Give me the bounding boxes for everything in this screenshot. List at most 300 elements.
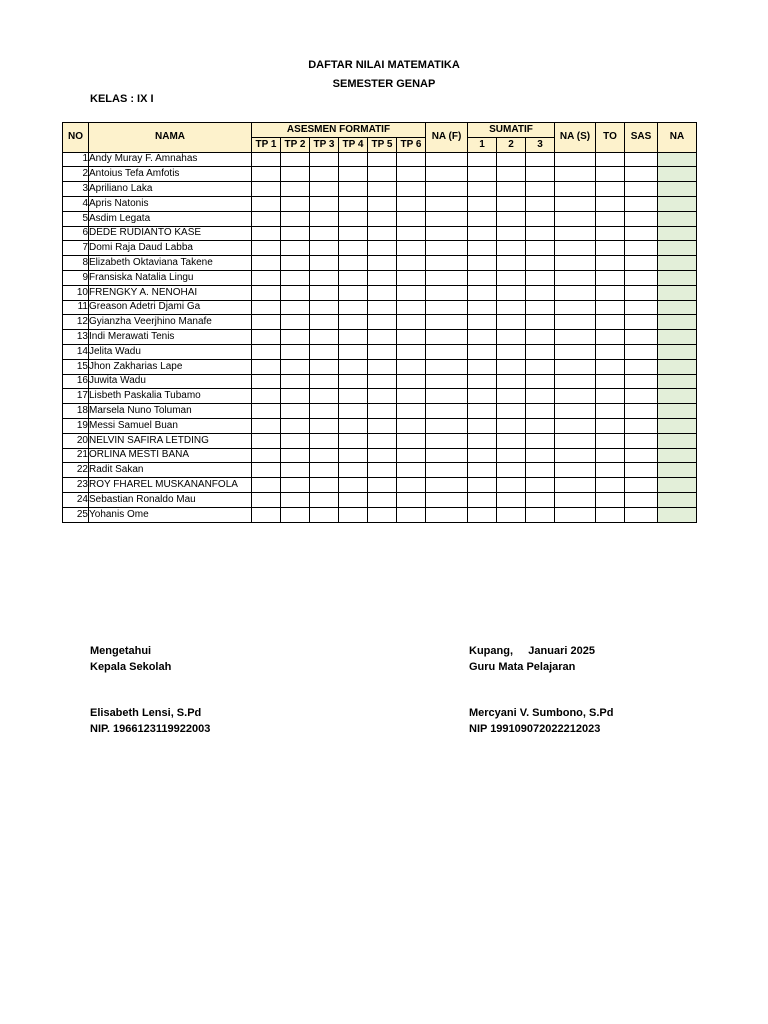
grade-cell[interactable]: [526, 359, 555, 374]
grade-cell[interactable]: [468, 211, 497, 226]
grade-cell[interactable]: [468, 389, 497, 404]
grade-cell[interactable]: [468, 478, 497, 493]
grade-cell[interactable]: [281, 433, 310, 448]
grade-cell[interactable]: [397, 492, 426, 507]
grade-cell[interactable]: [497, 463, 526, 478]
grade-cell[interactable]: [625, 404, 658, 419]
grade-cell[interactable]: [468, 330, 497, 345]
grade-cell[interactable]: [426, 463, 468, 478]
grade-cell[interactable]: [397, 404, 426, 419]
grade-cell[interactable]: [397, 241, 426, 256]
grade-cell[interactable]: [497, 478, 526, 493]
grade-cell[interactable]: [368, 433, 397, 448]
grade-cell[interactable]: [339, 152, 368, 167]
grade-cell[interactable]: [497, 344, 526, 359]
grade-cell[interactable]: [625, 256, 658, 271]
grade-cell[interactable]: [526, 152, 555, 167]
grade-cell[interactable]: [555, 478, 596, 493]
grade-cell[interactable]: [526, 478, 555, 493]
grade-cell[interactable]: [281, 285, 310, 300]
grade-cell[interactable]: [281, 404, 310, 419]
grade-cell[interactable]: [468, 196, 497, 211]
grade-cell[interactable]: [281, 507, 310, 522]
grade-cell[interactable]: [658, 211, 697, 226]
grade-cell[interactable]: [397, 211, 426, 226]
grade-cell[interactable]: [658, 182, 697, 197]
grade-cell[interactable]: [526, 167, 555, 182]
grade-cell[interactable]: [526, 196, 555, 211]
grade-cell[interactable]: [625, 241, 658, 256]
grade-cell[interactable]: [555, 256, 596, 271]
grade-cell[interactable]: [281, 463, 310, 478]
grade-cell[interactable]: [368, 300, 397, 315]
grade-cell[interactable]: [596, 182, 625, 197]
grade-cell[interactable]: [625, 374, 658, 389]
grade-cell[interactable]: [555, 226, 596, 241]
grade-cell[interactable]: [397, 226, 426, 241]
grade-cell[interactable]: [497, 196, 526, 211]
grade-cell[interactable]: [426, 256, 468, 271]
grade-cell[interactable]: [281, 152, 310, 167]
grade-cell[interactable]: [252, 344, 281, 359]
grade-cell[interactable]: [368, 478, 397, 493]
grade-cell[interactable]: [252, 226, 281, 241]
grade-cell[interactable]: [596, 448, 625, 463]
grade-cell[interactable]: [625, 270, 658, 285]
grade-cell[interactable]: [281, 167, 310, 182]
grade-cell[interactable]: [555, 418, 596, 433]
grade-cell[interactable]: [339, 182, 368, 197]
grade-cell[interactable]: [658, 344, 697, 359]
grade-cell[interactable]: [468, 270, 497, 285]
grade-cell[interactable]: [555, 404, 596, 419]
grade-cell[interactable]: [658, 167, 697, 182]
grade-cell[interactable]: [658, 315, 697, 330]
grade-cell[interactable]: [555, 315, 596, 330]
grade-cell[interactable]: [426, 344, 468, 359]
grade-cell[interactable]: [397, 300, 426, 315]
grade-cell[interactable]: [625, 152, 658, 167]
grade-cell[interactable]: [555, 300, 596, 315]
grade-cell[interactable]: [468, 507, 497, 522]
grade-cell[interactable]: [397, 359, 426, 374]
grade-cell[interactable]: [555, 492, 596, 507]
grade-cell[interactable]: [596, 196, 625, 211]
grade-cell[interactable]: [625, 226, 658, 241]
grade-cell[interactable]: [397, 330, 426, 345]
grade-cell[interactable]: [497, 359, 526, 374]
grade-cell[interactable]: [252, 256, 281, 271]
grade-cell[interactable]: [555, 359, 596, 374]
grade-cell[interactable]: [658, 404, 697, 419]
grade-cell[interactable]: [526, 344, 555, 359]
grade-cell[interactable]: [339, 344, 368, 359]
grade-cell[interactable]: [555, 374, 596, 389]
grade-cell[interactable]: [625, 492, 658, 507]
grade-cell[interactable]: [555, 448, 596, 463]
grade-cell[interactable]: [426, 270, 468, 285]
grade-cell[interactable]: [526, 226, 555, 241]
grade-cell[interactable]: [526, 389, 555, 404]
grade-cell[interactable]: [310, 389, 339, 404]
grade-cell[interactable]: [526, 241, 555, 256]
grade-cell[interactable]: [526, 507, 555, 522]
grade-cell[interactable]: [368, 315, 397, 330]
grade-cell[interactable]: [658, 507, 697, 522]
grade-cell[interactable]: [497, 285, 526, 300]
grade-cell[interactable]: [368, 507, 397, 522]
grade-cell[interactable]: [281, 448, 310, 463]
grade-cell[interactable]: [368, 256, 397, 271]
grade-cell[interactable]: [658, 270, 697, 285]
grade-cell[interactable]: [468, 315, 497, 330]
grade-cell[interactable]: [339, 478, 368, 493]
grade-cell[interactable]: [426, 315, 468, 330]
grade-cell[interactable]: [526, 300, 555, 315]
grade-cell[interactable]: [596, 241, 625, 256]
grade-cell[interactable]: [339, 256, 368, 271]
grade-cell[interactable]: [252, 492, 281, 507]
grade-cell[interactable]: [397, 182, 426, 197]
grade-cell[interactable]: [596, 285, 625, 300]
grade-cell[interactable]: [281, 389, 310, 404]
grade-cell[interactable]: [281, 300, 310, 315]
grade-cell[interactable]: [426, 389, 468, 404]
grade-cell[interactable]: [596, 211, 625, 226]
grade-cell[interactable]: [339, 507, 368, 522]
grade-cell[interactable]: [310, 226, 339, 241]
grade-cell[interactable]: [596, 507, 625, 522]
grade-cell[interactable]: [468, 448, 497, 463]
grade-cell[interactable]: [281, 226, 310, 241]
grade-cell[interactable]: [497, 211, 526, 226]
grade-cell[interactable]: [658, 478, 697, 493]
grade-cell[interactable]: [497, 404, 526, 419]
grade-cell[interactable]: [339, 359, 368, 374]
grade-cell[interactable]: [625, 448, 658, 463]
grade-cell[interactable]: [526, 433, 555, 448]
grade-cell[interactable]: [526, 270, 555, 285]
grade-cell[interactable]: [252, 167, 281, 182]
grade-cell[interactable]: [368, 182, 397, 197]
grade-cell[interactable]: [596, 226, 625, 241]
grade-cell[interactable]: [426, 507, 468, 522]
grade-cell[interactable]: [281, 315, 310, 330]
grade-cell[interactable]: [368, 196, 397, 211]
grade-cell[interactable]: [397, 418, 426, 433]
grade-cell[interactable]: [468, 359, 497, 374]
grade-cell[interactable]: [625, 418, 658, 433]
grade-cell[interactable]: [397, 285, 426, 300]
grade-cell[interactable]: [310, 152, 339, 167]
grade-cell[interactable]: [252, 152, 281, 167]
grade-cell[interactable]: [252, 211, 281, 226]
grade-cell[interactable]: [426, 300, 468, 315]
grade-cell[interactable]: [658, 256, 697, 271]
grade-cell[interactable]: [625, 211, 658, 226]
grade-cell[interactable]: [252, 389, 281, 404]
grade-cell[interactable]: [658, 241, 697, 256]
grade-cell[interactable]: [555, 152, 596, 167]
grade-cell[interactable]: [397, 433, 426, 448]
grade-cell[interactable]: [426, 211, 468, 226]
grade-cell[interactable]: [397, 389, 426, 404]
grade-cell[interactable]: [468, 344, 497, 359]
grade-cell[interactable]: [310, 448, 339, 463]
grade-cell[interactable]: [468, 404, 497, 419]
grade-cell[interactable]: [397, 152, 426, 167]
grade-cell[interactable]: [252, 478, 281, 493]
grade-cell[interactable]: [497, 167, 526, 182]
grade-cell[interactable]: [252, 448, 281, 463]
grade-cell[interactable]: [368, 330, 397, 345]
grade-cell[interactable]: [310, 433, 339, 448]
grade-cell[interactable]: [555, 182, 596, 197]
grade-cell[interactable]: [468, 241, 497, 256]
grade-cell[interactable]: [658, 300, 697, 315]
grade-cell[interactable]: [252, 374, 281, 389]
grade-cell[interactable]: [497, 448, 526, 463]
grade-cell[interactable]: [596, 152, 625, 167]
grade-cell[interactable]: [497, 182, 526, 197]
grade-cell[interactable]: [526, 211, 555, 226]
grade-cell[interactable]: [252, 359, 281, 374]
grade-cell[interactable]: [339, 463, 368, 478]
grade-cell[interactable]: [625, 196, 658, 211]
grade-cell[interactable]: [526, 315, 555, 330]
grade-cell[interactable]: [426, 182, 468, 197]
grade-cell[interactable]: [625, 330, 658, 345]
grade-cell[interactable]: [310, 492, 339, 507]
grade-cell[interactable]: [658, 152, 697, 167]
grade-cell[interactable]: [526, 182, 555, 197]
grade-cell[interactable]: [468, 226, 497, 241]
grade-cell[interactable]: [339, 389, 368, 404]
grade-cell[interactable]: [555, 344, 596, 359]
grade-cell[interactable]: [596, 374, 625, 389]
grade-cell[interactable]: [281, 374, 310, 389]
grade-cell[interactable]: [397, 478, 426, 493]
grade-cell[interactable]: [368, 211, 397, 226]
grade-cell[interactable]: [310, 241, 339, 256]
grade-cell[interactable]: [368, 448, 397, 463]
grade-cell[interactable]: [339, 330, 368, 345]
grade-cell[interactable]: [368, 241, 397, 256]
grade-cell[interactable]: [497, 418, 526, 433]
grade-cell[interactable]: [397, 256, 426, 271]
grade-cell[interactable]: [252, 285, 281, 300]
grade-cell[interactable]: [397, 374, 426, 389]
grade-cell[interactable]: [281, 196, 310, 211]
grade-cell[interactable]: [625, 389, 658, 404]
grade-cell[interactable]: [497, 374, 526, 389]
grade-cell[interactable]: [526, 448, 555, 463]
grade-cell[interactable]: [468, 300, 497, 315]
grade-cell[interactable]: [310, 330, 339, 345]
grade-cell[interactable]: [658, 448, 697, 463]
grade-cell[interactable]: [497, 389, 526, 404]
grade-cell[interactable]: [368, 152, 397, 167]
grade-cell[interactable]: [339, 226, 368, 241]
grade-cell[interactable]: [526, 374, 555, 389]
grade-cell[interactable]: [426, 167, 468, 182]
grade-cell[interactable]: [426, 330, 468, 345]
grade-cell[interactable]: [339, 315, 368, 330]
grade-cell[interactable]: [555, 389, 596, 404]
grade-cell[interactable]: [426, 152, 468, 167]
grade-cell[interactable]: [596, 315, 625, 330]
grade-cell[interactable]: [555, 241, 596, 256]
grade-cell[interactable]: [397, 507, 426, 522]
grade-cell[interactable]: [596, 167, 625, 182]
grade-cell[interactable]: [368, 492, 397, 507]
grade-cell[interactable]: [596, 404, 625, 419]
grade-cell[interactable]: [339, 404, 368, 419]
grade-cell[interactable]: [339, 211, 368, 226]
grade-cell[interactable]: [368, 167, 397, 182]
grade-cell[interactable]: [526, 285, 555, 300]
grade-cell[interactable]: [555, 433, 596, 448]
grade-cell[interactable]: [555, 211, 596, 226]
grade-cell[interactable]: [310, 507, 339, 522]
grade-cell[interactable]: [497, 152, 526, 167]
grade-cell[interactable]: [310, 196, 339, 211]
grade-cell[interactable]: [252, 463, 281, 478]
grade-cell[interactable]: [252, 315, 281, 330]
grade-cell[interactable]: [658, 226, 697, 241]
grade-cell[interactable]: [426, 226, 468, 241]
grade-cell[interactable]: [658, 418, 697, 433]
grade-cell[interactable]: [658, 492, 697, 507]
grade-cell[interactable]: [339, 374, 368, 389]
grade-cell[interactable]: [497, 241, 526, 256]
grade-cell[interactable]: [555, 330, 596, 345]
grade-cell[interactable]: [596, 330, 625, 345]
grade-cell[interactable]: [339, 433, 368, 448]
grade-cell[interactable]: [596, 270, 625, 285]
grade-cell[interactable]: [555, 507, 596, 522]
grade-cell[interactable]: [281, 478, 310, 493]
grade-cell[interactable]: [252, 404, 281, 419]
grade-cell[interactable]: [658, 285, 697, 300]
grade-cell[interactable]: [596, 344, 625, 359]
grade-cell[interactable]: [555, 285, 596, 300]
grade-cell[interactable]: [281, 256, 310, 271]
grade-cell[interactable]: [310, 256, 339, 271]
grade-cell[interactable]: [368, 389, 397, 404]
grade-cell[interactable]: [339, 418, 368, 433]
grade-cell[interactable]: [426, 359, 468, 374]
grade-cell[interactable]: [310, 478, 339, 493]
grade-cell[interactable]: [281, 330, 310, 345]
grade-cell[interactable]: [339, 196, 368, 211]
grade-cell[interactable]: [658, 389, 697, 404]
grade-cell[interactable]: [426, 478, 468, 493]
grade-cell[interactable]: [281, 270, 310, 285]
grade-cell[interactable]: [310, 463, 339, 478]
grade-cell[interactable]: [368, 226, 397, 241]
grade-cell[interactable]: [368, 344, 397, 359]
grade-cell[interactable]: [497, 270, 526, 285]
grade-cell[interactable]: [596, 478, 625, 493]
grade-cell[interactable]: [426, 285, 468, 300]
grade-cell[interactable]: [625, 315, 658, 330]
grade-cell[interactable]: [497, 315, 526, 330]
grade-cell[interactable]: [426, 433, 468, 448]
grade-cell[interactable]: [426, 404, 468, 419]
grade-cell[interactable]: [596, 389, 625, 404]
grade-cell[interactable]: [625, 433, 658, 448]
grade-cell[interactable]: [625, 344, 658, 359]
grade-cell[interactable]: [310, 285, 339, 300]
grade-cell[interactable]: [368, 270, 397, 285]
grade-cell[interactable]: [625, 478, 658, 493]
grade-cell[interactable]: [497, 300, 526, 315]
grade-cell[interactable]: [526, 330, 555, 345]
grade-cell[interactable]: [368, 359, 397, 374]
grade-cell[interactable]: [339, 241, 368, 256]
grade-cell[interactable]: [252, 330, 281, 345]
grade-cell[interactable]: [596, 359, 625, 374]
grade-cell[interactable]: [468, 285, 497, 300]
grade-cell[interactable]: [596, 300, 625, 315]
grade-cell[interactable]: [468, 374, 497, 389]
grade-cell[interactable]: [310, 344, 339, 359]
grade-cell[interactable]: [596, 256, 625, 271]
grade-cell[interactable]: [658, 330, 697, 345]
grade-cell[interactable]: [555, 463, 596, 478]
grade-cell[interactable]: [426, 448, 468, 463]
grade-cell[interactable]: [281, 359, 310, 374]
grade-cell[interactable]: [426, 418, 468, 433]
grade-cell[interactable]: [310, 404, 339, 419]
grade-cell[interactable]: [468, 256, 497, 271]
grade-cell[interactable]: [339, 270, 368, 285]
grade-cell[interactable]: [310, 300, 339, 315]
grade-cell[interactable]: [596, 433, 625, 448]
grade-cell[interactable]: [625, 285, 658, 300]
grade-cell[interactable]: [368, 463, 397, 478]
grade-cell[interactable]: [526, 418, 555, 433]
grade-cell[interactable]: [368, 374, 397, 389]
grade-cell[interactable]: [426, 196, 468, 211]
grade-cell[interactable]: [310, 182, 339, 197]
grade-cell[interactable]: [658, 359, 697, 374]
grade-cell[interactable]: [281, 211, 310, 226]
grade-cell[interactable]: [596, 492, 625, 507]
grade-cell[interactable]: [252, 418, 281, 433]
grade-cell[interactable]: [368, 404, 397, 419]
grade-cell[interactable]: [252, 196, 281, 211]
grade-cell[interactable]: [281, 492, 310, 507]
grade-cell[interactable]: [339, 492, 368, 507]
grade-cell[interactable]: [526, 463, 555, 478]
grade-cell[interactable]: [397, 196, 426, 211]
grade-cell[interactable]: [625, 300, 658, 315]
grade-cell[interactable]: [310, 418, 339, 433]
grade-cell[interactable]: [397, 448, 426, 463]
grade-cell[interactable]: [397, 167, 426, 182]
grade-cell[interactable]: [625, 359, 658, 374]
grade-cell[interactable]: [658, 463, 697, 478]
grade-cell[interactable]: [555, 167, 596, 182]
grade-cell[interactable]: [658, 196, 697, 211]
grade-cell[interactable]: [497, 507, 526, 522]
grade-cell[interactable]: [397, 463, 426, 478]
grade-cell[interactable]: [625, 507, 658, 522]
grade-cell[interactable]: [468, 463, 497, 478]
grade-cell[interactable]: [468, 433, 497, 448]
